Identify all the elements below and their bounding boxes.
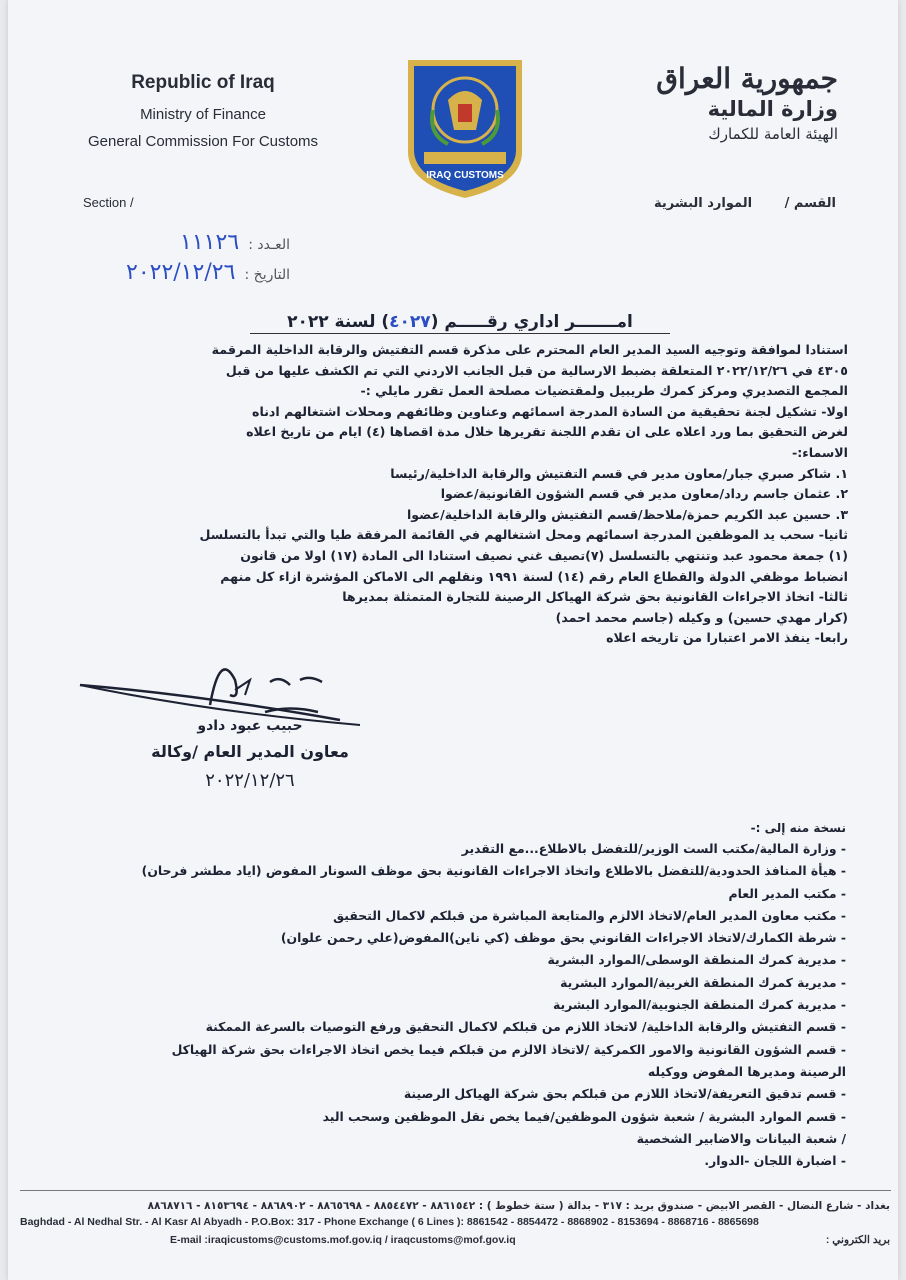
- copy-item: - قسم الشؤون القانونية والامور الكمركية /لاتخاذ الالزم من قبلكم فيما يخص اتخاذ الاجراءات بحق شركة الهياكل: [171, 1041, 846, 1057]
- document-meta: [90, 228, 290, 288]
- footer-email: E-mail :iraqicustoms@customs.mof.gov.iq / iraqcustoms@mof.gov.iq: [170, 1234, 516, 1246]
- footer: [20, 1198, 890, 1250]
- number-row: [90, 228, 290, 258]
- signatory-name: حبيب عبود دادو: [197, 718, 303, 734]
- body-line: رابعا- ينفذ الامر اعتبارا من تاريخه اعلاه: [606, 630, 848, 646]
- copy-item: - قسم الموارد البشرية / شعبة شؤون الموظفين/فيما يخص نقل الموظفين وسحب اليد: [322, 1108, 846, 1124]
- body-line: ثانيا- سحب يد الموظفين المدرجة اسمائهم ومحل اشتغالهم في القائمة المرفقة طيا والتي تبدأ بالتسلسل: [199, 527, 848, 543]
- copy-item: - هيأة المنافذ الحدودية/للتفضل بالاطلاع واتخاذ الاجراءات القانونية بحق موظف السونار المفوض (اياد مطشر فرحان): [141, 863, 846, 879]
- copy-item: - مديرية كمرك المنطقة الوسطى/الموارد البشرية: [547, 952, 846, 968]
- order-body: [50, 340, 848, 649]
- handwritten-signature-icon: [60, 650, 420, 820]
- commission-en: General Commission For Customs: [87, 133, 319, 150]
- copy-item: - مديرية كمرك المنطقة الجنوبية/الموارد البشرية: [553, 997, 846, 1013]
- section-label-ar: القسم /: [784, 196, 836, 211]
- order-title-suffix: ) لسنة ٢٠٢٢: [287, 312, 390, 332]
- body-line: استنادا لموافقة وتوجيه السيد المدير العام المحترم على مذكرة قسم التفتيش والرقابة الداخلية المرقمة: [211, 342, 848, 357]
- body-line: ثالثا- اتخاذ الاجراءات القانونية بحق شركة الهياكل الرصينة للتجارة المتمثلة بمديرها: [342, 589, 848, 605]
- copy-item: - شرطة الكمارك/لاتخاذ الاجراءات القانوني بحق موظف (كي ناين)المفوض(علي رحمن علوان): [280, 930, 846, 946]
- commission-ar: الهيئة العامة للكمارك: [708, 125, 838, 143]
- copies-heading: نسخة منه إلى :-: [750, 821, 846, 835]
- body-line: ٢. عثمان جاسم رداد/معاون مدير في قسم الشؤون القانونية/عضوا: [440, 486, 848, 502]
- arabic-letterhead: [588, 62, 838, 143]
- footer-email-row: [20, 1230, 890, 1250]
- order-title-prefix: امـــــــر اداري رقـــــم (: [430, 312, 633, 332]
- english-letterhead: [68, 72, 338, 150]
- date-label: التاريخ :: [244, 267, 290, 283]
- number-value: ١١١٢٦: [180, 230, 240, 255]
- body-line: اولا- تشكيل لجنة تحقيقية من السادة المدرجة اسمائهم وعناوين وظائفهم ومحلات اشتغالهم ادناه: [252, 403, 848, 419]
- date-value: ٢٠٢٢/١٢/٢٦: [126, 260, 236, 285]
- ministry-en: Ministry of Finance: [140, 106, 266, 123]
- copy-item: - اضبارة اللجان -الدوار.: [704, 1153, 846, 1169]
- body-line: ١. شاكر صبري جبار/معاون مدير في قسم التفتيش والرقابة الداخلية/رئيسا: [390, 465, 848, 481]
- body-line: (كرار مهدي حسين) و وكيله (جاسم محمد احمد): [555, 609, 848, 625]
- logo-text: IRAQ CUSTOMS: [426, 170, 504, 181]
- body-line: المجمع التصديري ومركز كمرك طريبيل ولمقتضيات مصلحة العمل تقرر مايلي :-: [360, 383, 848, 399]
- copy-item: - مديرية كمرك المنطقة الغربية/الموارد البشرية: [560, 974, 846, 990]
- country-ar: جمهورية العراق: [656, 62, 838, 95]
- ministry-ar: وزارة المالية: [707, 97, 838, 121]
- number-label: العـدد :: [248, 237, 290, 253]
- copy-item: - قسم التفتيش والرقابة الداخلية/ لاتخاذ اللازم من قبلكم لاكمال التحقيق ورفع التوصيات بالسرعة الممكنة: [205, 1019, 846, 1035]
- footer-address-ar: بغداد - شارع النضال - القصر الابيض - صندوق بريد : ٣١٧ - بدالة ( ستة خطوط ) : ٨٨٦١٥٤٢ - ٨٨٥٤٤٧٢ - ٨٨٦٥٦٩٨ - ٨٨٦٨٩٠٢ - ٨١٥٣٦٩٤ - ٨٨٦٨٧١٦: [147, 1200, 890, 1212]
- body-line: ٤٣٠٥ في ٢٠٢٢/١٢/٢٦ المتعلقة بضبط الارسالية من قبل الجانب الاردني التي تم الكشف عليها من قبل: [225, 362, 848, 378]
- section-label-en: Section /: [83, 195, 134, 210]
- order-title: [250, 312, 670, 334]
- body-line: (١) جمعة محمود عبد وتنتهي بالتسلسل (٧)تصيف غني نصيف استنادا الى المادة (١٧) اولا من قانون: [240, 547, 848, 563]
- signatory-title: معاون المدير العام /وكالة: [151, 742, 349, 761]
- copy-item: الرصينة ومديرها المفوض ووكيله: [647, 1063, 846, 1079]
- footer-email-label-ar: بريد الكتروني :: [825, 1234, 890, 1246]
- section-value-ar: الموارد البشرية: [654, 196, 753, 211]
- copy-item: / شعبة البيانات والاضابير الشخصية: [636, 1130, 846, 1146]
- body-line: ٣. حسين عبد الكريم حمزة/ملاحظ/قسم التفتيش والرقابة الداخلية/عضوا: [406, 506, 848, 522]
- country-en: Republic of Iraq: [131, 72, 275, 93]
- signatory-date: ٢٠٢٢/١٢/٢٦: [205, 770, 295, 791]
- body-line: الاسماء:-: [792, 444, 848, 460]
- copy-item: - وزارة المالية/مكتب الست الوزير/للتفضل بالاطلاع...مع التقدير: [461, 841, 846, 856]
- copy-item: - مكتب معاون المدير العام/لاتخاذ الالزم والمتابعة المباشرة من قبلكم لاكمال التحقيق: [333, 907, 846, 923]
- order-number: ٤٠٢٧: [389, 312, 431, 332]
- copy-item: - قسم تدقيق التعريفة/لاتخاذ اللازم من قبلكم بحق شركة الهياكل الرصينة: [403, 1086, 846, 1102]
- section-ar: [654, 196, 836, 211]
- footer-divider: [20, 1190, 891, 1191]
- iraq-customs-logo-icon: [400, 52, 530, 202]
- copies-list: [140, 818, 846, 1172]
- copy-item: - مكتب المدير العام: [728, 885, 846, 901]
- footer-address-en: Baghdad - Al Nedhal Str. - Al Kasr Al Abyadh - P.O.Box: 317 - Phone Exchange ( 6 Lines ): 8861542 - 8854472 - 8868902 - 8153694 - 8868716 - 8865698: [20, 1216, 759, 1228]
- body-line: لغرض التحقيق بما ورد اعلاه على ان تقدم اللجنة تقريرها خلال مدة اقصاها (٤) ايام من تاريخ اعلاه: [246, 424, 848, 440]
- body-line: انضباط موظفي الدولة والقطاع العام رقم (١٤) لسنة ١٩٩١ ونقلهم الى الاماكن المؤشرة ازاء كل منهم: [220, 568, 848, 584]
- date-row: [90, 258, 290, 288]
